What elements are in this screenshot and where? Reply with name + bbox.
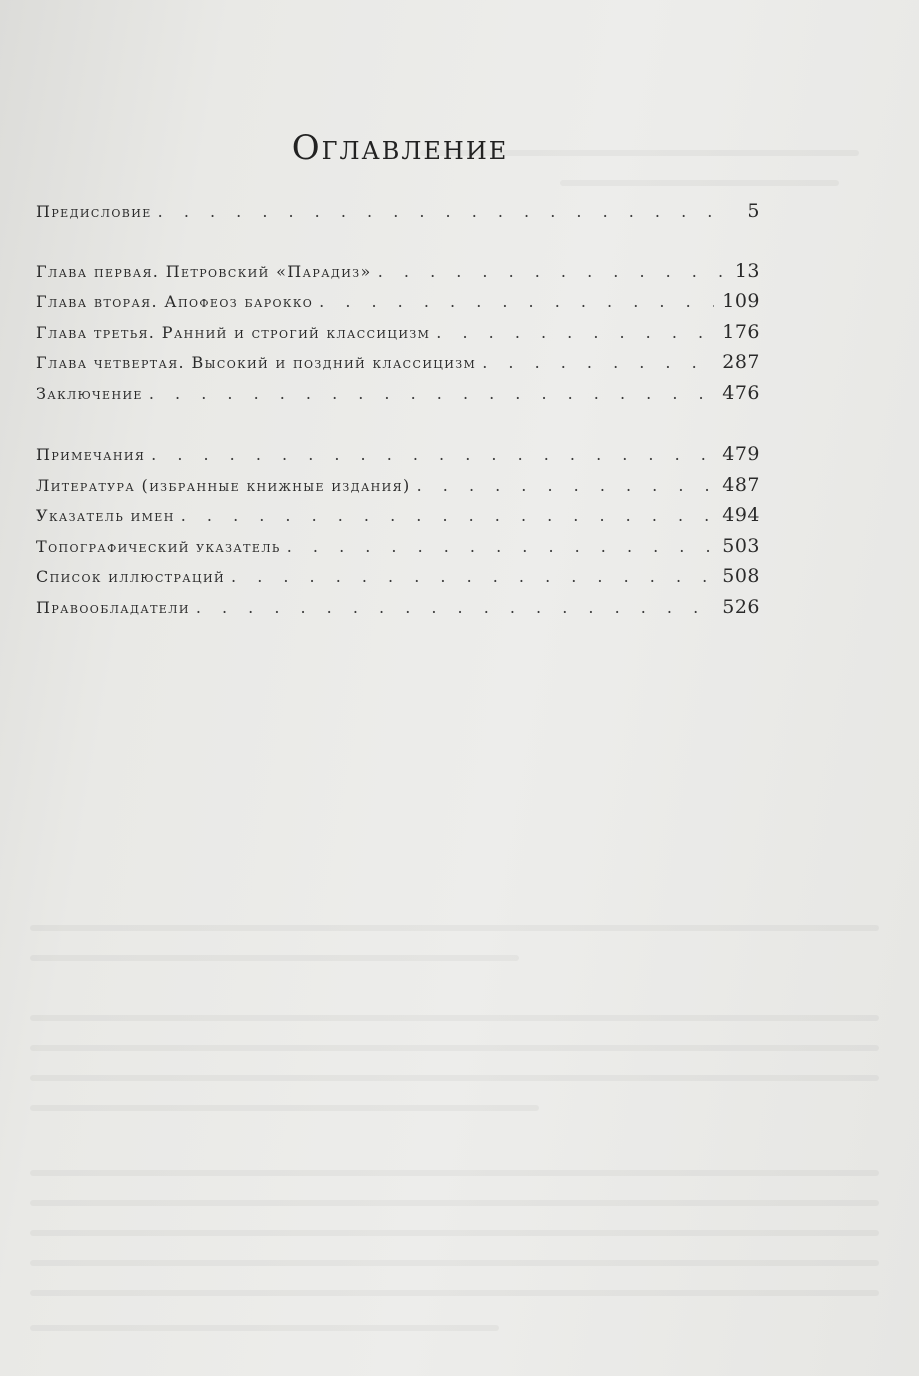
toc-entry-page: 487 xyxy=(722,473,760,496)
toc-entry-page: 476 xyxy=(722,381,760,404)
show-through-line xyxy=(30,925,879,931)
toc-entry-label: Примечания xyxy=(36,445,146,464)
toc-entry-chapter[interactable] xyxy=(36,351,760,382)
group-spacer xyxy=(36,231,760,260)
dot-leader xyxy=(436,323,714,342)
show-through-line xyxy=(30,1230,879,1236)
toc-entry-appendix[interactable] xyxy=(36,474,760,505)
toc-entry-appendix[interactable] xyxy=(36,535,760,566)
toc-entry-chapter[interactable] xyxy=(36,290,760,321)
toc-entry-chapter[interactable] xyxy=(36,321,760,352)
toc-entry-page: 287 xyxy=(722,351,760,373)
show-through-line xyxy=(30,1045,879,1051)
toc-entry-chapter[interactable] xyxy=(36,382,760,413)
toc-entry-appendix[interactable] xyxy=(36,504,760,535)
show-through-line xyxy=(30,1290,879,1296)
toc-entry-page: 109 xyxy=(722,290,760,312)
toc-entry-appendix[interactable] xyxy=(36,443,760,474)
dot-leader xyxy=(417,476,715,495)
show-through-line xyxy=(30,1260,879,1266)
show-through-line xyxy=(30,1105,539,1111)
dot-leader xyxy=(181,506,715,525)
show-through-line xyxy=(30,1015,879,1021)
show-through-line xyxy=(30,955,519,961)
toc-entry-appendix[interactable] xyxy=(36,565,760,596)
toc-entry-page: 494 xyxy=(722,504,760,526)
toc-entry-page: 176 xyxy=(722,320,760,343)
toc-entry-label: Заключение xyxy=(36,383,143,403)
show-through-line xyxy=(560,180,839,186)
toc-entry-label: Литература (избранные книжные издания) xyxy=(36,475,411,495)
dot-leader xyxy=(319,292,714,311)
group-spacer xyxy=(36,412,760,443)
dot-leader xyxy=(287,537,715,556)
dot-leader xyxy=(231,567,714,586)
dot-leader xyxy=(378,262,722,281)
table-of-contents xyxy=(36,200,760,626)
show-through-line xyxy=(30,1325,499,1331)
dot-leader xyxy=(196,598,714,617)
toc-entry-label: Глава третья. Ранний и строгий классицизм xyxy=(36,322,431,342)
dot-leader xyxy=(158,202,722,221)
toc-entry-appendix[interactable] xyxy=(36,596,760,627)
toc-entry-label: Глава четвертая. Высокий и поздний классицизм xyxy=(36,353,477,372)
dot-leader xyxy=(149,384,714,403)
toc-entry-preface[interactable] xyxy=(36,200,760,231)
show-through-line xyxy=(30,1075,879,1081)
toc-entry-page: 526 xyxy=(722,595,760,618)
toc-entry-label: Список иллюстраций xyxy=(36,567,226,586)
toc-entry-page: 503 xyxy=(722,534,760,557)
toc-entry-page: 5 xyxy=(747,200,760,222)
toc-entry-label: Указатель имен xyxy=(36,506,175,525)
toc-entry-page: 13 xyxy=(734,259,760,282)
toc-entry-page: 508 xyxy=(722,565,760,587)
toc-entry-label: Глава первая. Петровский «Парадиз» xyxy=(36,261,372,281)
toc-entry-label: Топографический указатель xyxy=(36,536,281,556)
page-title: Оглавление xyxy=(291,128,509,168)
show-through-line xyxy=(30,1200,879,1206)
toc-entry-page: 479 xyxy=(722,443,760,465)
show-through-line xyxy=(30,1170,879,1176)
dot-leader xyxy=(482,353,714,372)
toc-entry-label: Глава вторая. Апофеоз барокко xyxy=(36,292,314,311)
dot-leader xyxy=(151,445,714,464)
toc-entry-chapter[interactable] xyxy=(36,260,760,291)
toc-entry-label: Правообладатели xyxy=(36,597,190,617)
toc-entry-label: Предисловие xyxy=(36,202,152,221)
